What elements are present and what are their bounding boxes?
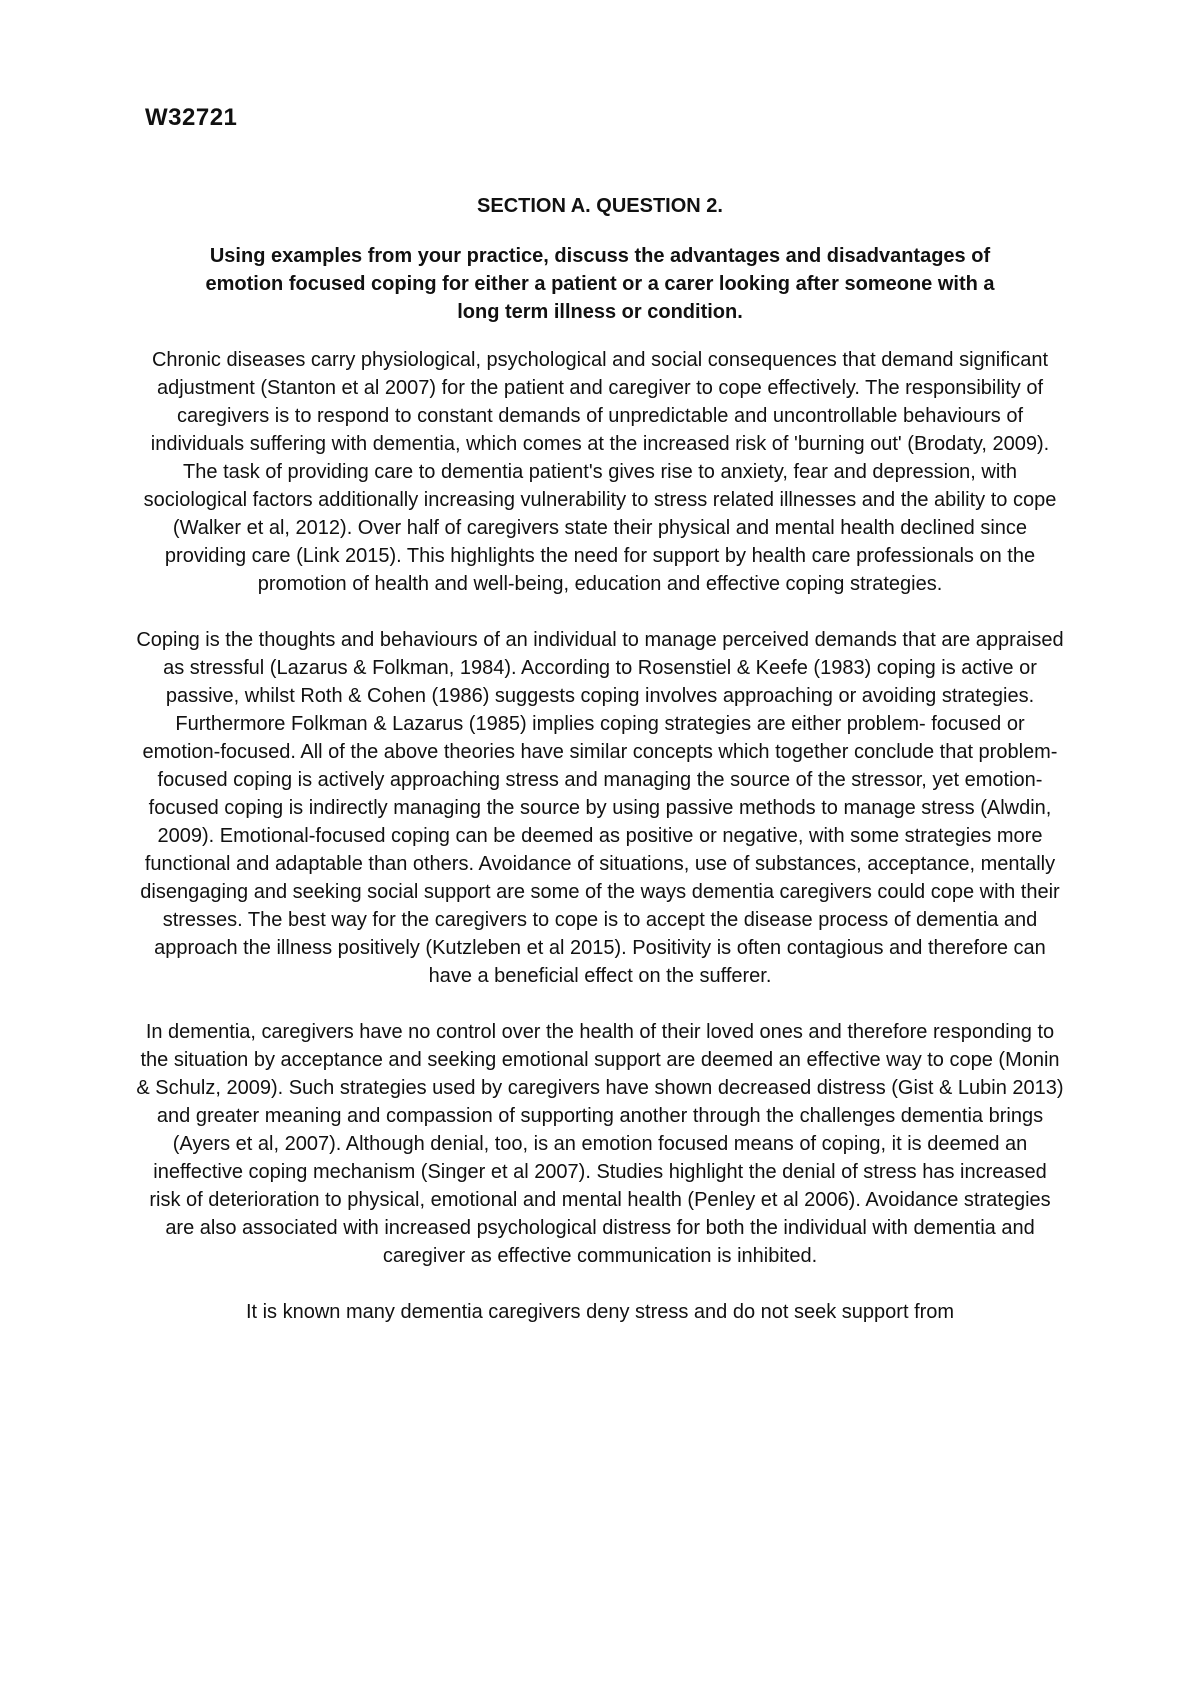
document-body (135, 192, 1065, 1326)
body-paragraph-3: In dementia, caregivers have no control over the health of their loved ones and therefore responding to the situation by acceptance and seeking emotional support are deemed an effective way to cope (Monin & Schulz, 2009). Such strategies used by caregivers have shown decreased distress (Gist & Lubin 2013) and greater meaning and compassion of supporting another through the challenges dementia brings (Ayers et al, 2007). Although denial, too, is an emotion focused means of coping, it is deemed an ineffective coping mechanism (Singer et al 2007). Studies highlight the denial of stress has increased risk of deterioration to physical, emotional and mental health (Penley et al 2006). Avoidance strategies are also associated with increased psychological distress for both the individual with dementia and caregiver as effective communication is inhibited. (136, 1021, 1064, 1267)
question-text: Using examples from your practice, discuss the advantages and disadvantages of emotion focused coping for either a patient or a carer looking after someone with a long term illness or condition. (205, 245, 995, 323)
body-paragraph-1: Chronic diseases carry physiological, psychological and social consequences that demand significant adjustment (Stanton et al 2007) for the patient and caregiver to cope effectively. The responsibility of caregivers is to respond to constant demands of unpredictable and uncontrollable behaviours of individuals suffering with dementia, which comes at the increased risk of 'burning out' (Brodaty, 2009). The task of providing care to dementia patient's gives rise to anxiety, fear and depression, with sociological factors additionally increasing vulnerability to stress related illnesses and the ability to cope (Walker et al, 2012). Over half of caregivers state their physical and mental health declined since providing care (Link 2015). This highlights the need for support by health care professionals on the promotion of health and well-being, education and effective coping strategies. (143, 349, 1057, 595)
document-id: W32721 (145, 104, 238, 131)
section-heading: SECTION A. QUESTION 2. (477, 195, 723, 217)
body-paragraph-4: It is known many dementia caregivers deny stress and do not seek support from (245, 1301, 955, 1323)
body-paragraph-2: Coping is the thoughts and behaviours of an individual to manage perceived demands that are appraised as stressful (Lazarus & Folkman, 1984). According to Rosenstiel & Keefe (1983) coping is active or passive, whilst Roth & Cohen (1986) suggests coping involves approaching or avoiding strategies. Furthermore Folkman & Lazarus (1985) implies coping strategies are either problem- focused or emotion-focused. All of the above theories have similar concepts which together conclude that problem-focused coping is actively approaching stress and managing the source of the stressor, yet emotion-focused coping is indirectly managing the source by using passive methods to manage stress (Alwdin, 2009). Emotional-focused coping can be deemed as positive or negative, with some strategies more functional and adaptable than others. Avoidance of situations, use of substances, acceptance, mentally disengaging and seeking social support are some of the ways dementia caregivers could cope with their stresses. The best way for the caregivers to cope is to accept the disease process of dementia and approach the illness positively (Kutzleben et al 2015). Positivity is often contagious and therefore can have a beneficial effect on the sufferer. (136, 629, 1064, 987)
